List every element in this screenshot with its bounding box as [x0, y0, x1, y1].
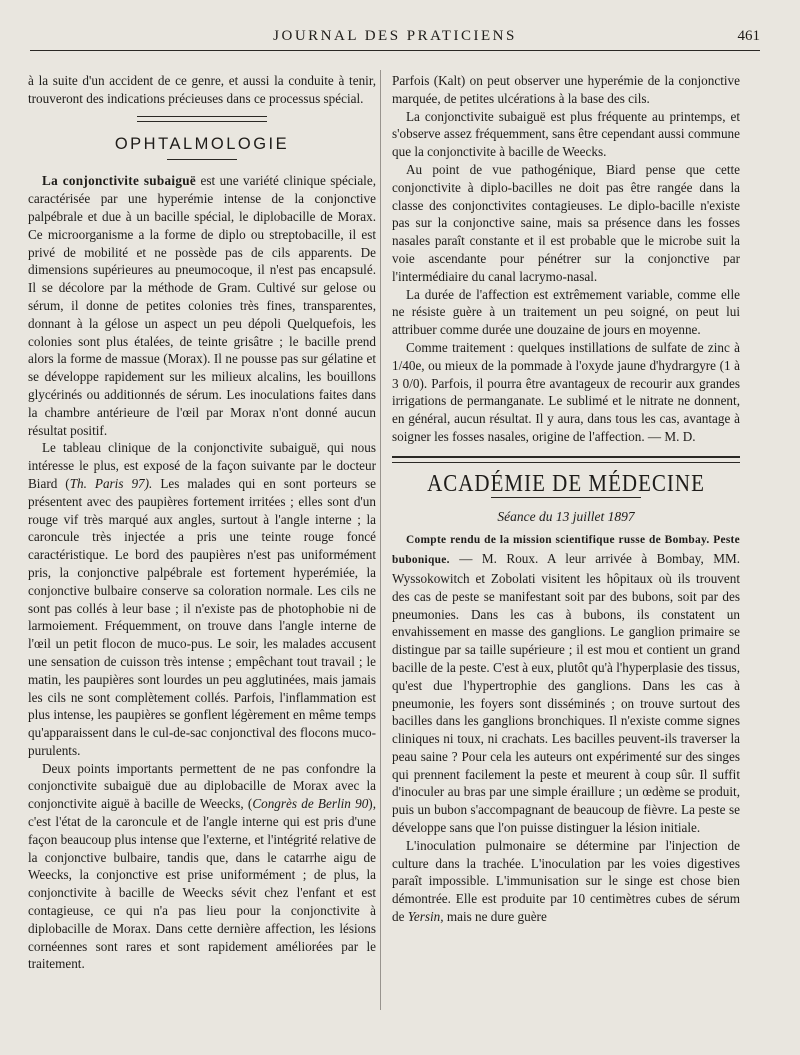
intro-paragraph: à la suite d'un accident de ce genre, et aussi la conduite à tenir, trouveront des indications précieuses dans ce processus spécial. — [28, 73, 376, 106]
paragraph-text: est une variété clinique spéciale, caractérisée par une hyperémie intense de la conjonctive palpébrale et due à un bacille spécial, le diplobacille de Morax. Ce microorganisme a la forme de diplo ou streptobacille, il est privé de mobilité et ne possède pas de cils apparents. De dimensions supérieures au pneumocoque, il n'est pas encapsulé. Il se décolore par la méthode de Gram. Cultivé sur gelose ou sérum, il donne de petites colonies très fines, transparentes, donnant à la gélose un aspect un peu dépoli Quelquefois, les colonies sont plus étalées, de teinte grisâtre ; le bacille prend alors la forme de massue (Morax). Il ne pousse pas sur gélatine et se développe rapidement sur les milieux alcalins, les bouillons glycérinés ou additionnés de sérum. Les inoculations faites dans la chambre antérieure de l'œil par Morax n'ont donné aucun résultat positif. — [28, 173, 376, 438]
report-subhead: Compte rendu de la mission scientifique russe de Bombay. Peste bubonique. — [392, 534, 740, 567]
academy-title: ACADÉMIE DE MÉDECINE — [427, 468, 705, 497]
column-rule — [380, 70, 381, 1010]
citation: Congrès de Berlin 90 — [252, 796, 369, 812]
citation: Th. Paris 97). — [69, 475, 153, 491]
paragraph-text: Deux points importants permettent de ne pas confondre la conjonctivite subaiguë due au diplobacille de Morax avec la conjonctivite aiguë à bacille de Weecks, ( — [28, 760, 376, 812]
running-head — [30, 26, 760, 51]
section-divider — [392, 456, 740, 463]
section-title: OPHTALMOLOGIE — [114, 134, 290, 153]
paragraph — [28, 760, 376, 974]
left-column — [28, 72, 376, 973]
lead-term: La conjonctivite subaiguë — [42, 173, 197, 189]
page-number: 461 — [737, 28, 760, 44]
paragraph — [28, 172, 376, 439]
paragraph: Comme traitement : quelques instillations de sulfate de zinc à 1/40e, ou mieux de la pommade à l'oxyde jaune d'hydrargyre (1 à 3 0/0). Parfois, il pourra être avantageux de recourir aux grandes irrigations de permanganate. Le sublimé et le nitrate ne donnent, en général, aucun résultat. Il y aura, dans tous les cas, avantage à soigner les fosses nasales, origine de l'affection. — M. D. — [392, 339, 740, 444]
paragraph-text: Le tableau clinique de la conjonctivite subaiguë, qui nous intéresse le plus, est exposé de la façon suivante par le docteur Biard ( — [28, 440, 376, 491]
seance-date: Séance du 13 juillet 1897 — [497, 508, 635, 524]
paragraph: La durée de l'affection est extrêmement variable, comme elle ne résiste guère à un traitement un peu soigné, on peut lui attribuer comme durée une douzaine de jours en moyenne. — [392, 286, 740, 338]
paragraph — [28, 439, 376, 759]
paragraph-text: ), c'est l'état de la caroncule et de l'angle interne qui est pris d'une façon beaucoup plus intense que l'externe, et l'intégrité relative de la conjonctive bulbaire, tandis que, dans le catarrhe aigu de Weecks, la conjonctive est prise uniformément ; de plus, la conjonctivite à bacille de Weecks sévit chez l'enfant et est contagieuse, ce qui n'a pas lieu pour la conjonctivite à diplobacille de Morax. Dans cette dernière affection, les lésions cornéennes sont rares et sont rapidement améliorées par le traitement. — [28, 796, 376, 972]
paragraph: La conjonctivite subaiguë est plus fréquente au printemps, et s'observe assez fréquemment, sans être cependant aussi commune que la conjonctivite à bacille de Weecks. — [392, 108, 740, 160]
academy-underline — [491, 497, 641, 498]
paragraph — [392, 837, 740, 926]
section-divider — [137, 116, 267, 122]
paragraph-text: — M. Roux. A leur arrivée à Bombay, MM. Wyssokowitch et Zobolati visitent les hôpitaux où ils trouvent des cas de peste se manifestant soit par des bubons, soit par des pneumonies. Dans les cas à bubons, ils constatent un envahissement en masse des ganglions. Le ganglion primaire se distingue par sa taille supérieure ; il est mou et contient un grand bacille de la peste. C'est à eux, plutôt qu'à l'hyperplasie des tissus, qu'est due l'hypertrophie des ganglions. Dans les cas à pneumonie, les foyers sont disséminés ; on trouve surtout des bacilles dans les ganglions bronchiques. Il n'existe comme signes cliniques ni toux, ni crachats. Les bacilles peuvent-ils traverser la peau saine ? Pour cela les auteurs ont expérimenté sur des singes qui prennent facilement la peste et meurent à coup sûr. Il suffit d'inoculer au bras par une simple éraillure ; un œdème se produit, puis un bubon s'accompagnant de beaucoup de fièvre. La peste se développe sans que l'on puisse distinguer la lésion initiale. — [392, 551, 740, 836]
paragraph-text: L'inoculation pulmonaire se détermine par l'injection de culture dans la trachée. L'inoculation par les voies digestives paraît impossible. L'immunisation sur le singe est chose bien démontrée. Elle est produite par 10 centimètres cubes de sérum de — [392, 837, 740, 925]
paragraph-text: Les malades qui en sont porteurs se présentent avec des paupières fortement irritées ; elles sont d'un rouge vif très marqué aux angles, surtout à l'angle interne ; la caroncule très injectée a pris une teinte rouge foncé caractéristique. Le bord des paupières n'est pas uniformément pris, la conjonctive palpébrale est fortement hyperémiée, la conjonctive bulbaire conserve sa coloration normale. Les cils ne sont pas collés à leur base ; il n'existe pas de photophobie ni de larmoiement. Fréquemment, on trouve dans l'angle interne de l'œil un petit flocon de muco-pus. Le soir, les malades accusent une sensation de cuisson très intense ; empêchant tout travail ; le matin, les paupières sont lourdes un peu agglutinées, mais jamais les cils ne sont complètement collés. Parfois, l'inflammation est plus intense, les paupières se gonflent légèrement en même temps qu'apparaissent dans le cul-de-sac conjonctival des flocons muco-purulents. — [28, 475, 376, 758]
citation: Yersin, — [407, 909, 444, 925]
right-column — [392, 72, 740, 926]
paragraph: Parfois (Kalt) on peut observer une hyperémie de la conjonctive marquée, de petites ulcérations à la base des cils. — [392, 73, 740, 106]
running-title: JOURNAL DES PRATICIENS — [273, 28, 517, 44]
section-underline — [167, 159, 237, 160]
paragraph: Au point de vue pathogénique, Biard pense que cette conjonctivite à diplo-bacilles ne doit pas être rangée dans la classe des conjonctivites contagieuses. Le diplo-bacille n'existe pas sur la conjonctive saine, mais sa présence dans les fosses nasales paraît constante et il est probable que le microbe suit la voie ascendante pour pénétrer sur la conjonctive par l'intermédiaire du canal lacrymo-nasal. — [392, 161, 740, 284]
paragraph — [392, 530, 740, 837]
paragraph-text: mais ne dure guère — [443, 909, 547, 925]
